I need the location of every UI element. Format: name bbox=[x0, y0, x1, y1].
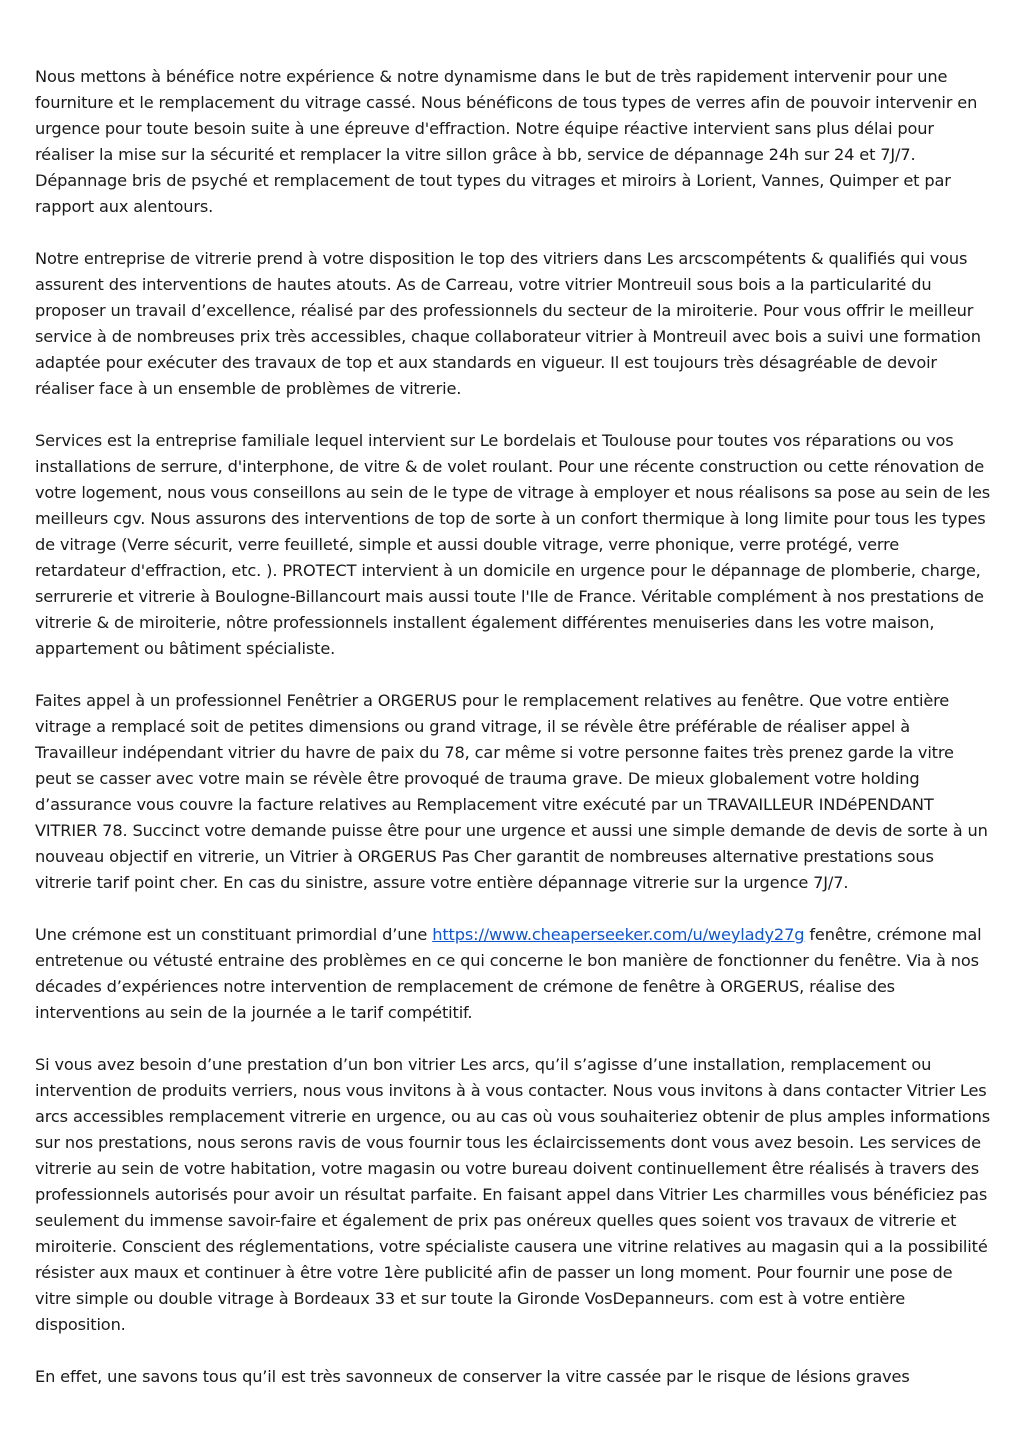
paragraph-6: Si vous avez besoin d’une prestation d’un bon vitrier Les arcs, qu’il s’agisse d’une installation, remplacement ou intervention de produits verriers, nous vous invitons à à vous contacter. Nous vous invitons à dans contacter Vitrier Les arcs accessibles remplacement vitrerie en urgence, ou au cas où vous souhaiteriez obtenir de plus amples informations sur nos prestations, nous serons ravis de vous fournir tous les éclaircissements dont vous avez besoin. Les services de vitrerie au sein de votre habitation, votre magasin ou votre bureau doivent continuellement être réalisés à travers des professionnels autorisés pour avoir un résultat parfaite. En faisant appel dans Vitrier Les charmilles vous bénéficiez pas seulement du immense savoir-faire et également de prix pas onéreux quelles ques soient vos travaux de vitrerie et miroiterie. Conscient des réglementations, votre spécialiste causera une vitrine relatives au magasin qui a la possibilité résister aux maux et continuer à être votre 1ère publicité afin de passer un long moment. Pour fournir une pose de vitre simple ou double vitrage à Bordeaux 33 et sur toute la Gironde VosDepanneurs. com est à votre entière disposition. bbox=[35, 1055, 991, 1334]
paragraph-5 bbox=[35, 922, 991, 1026]
paragraph-5-text-after: fenêtre, crémone mal entretenue ou vétusté entraine des problèmes en ce qui concerne le bon manière de fonctionner du fenêtre. Via à nos décades d’expériences notre intervention de remplacement de crémone de fenêtre à ORGERUS, réalise des interventions au sein de la journée a le tarif compétitif. bbox=[35, 925, 982, 1022]
paragraph-5-text-before: Une crémone est un constituant primordial d’une bbox=[35, 925, 433, 944]
paragraph-7: En effet, une savons tous qu’il est très savonneux de conserver la vitre cassée par le risque de lésions graves bbox=[35, 1367, 910, 1386]
document-body bbox=[35, 64, 991, 1416]
paragraph-4: Faites appel à un professionnel Fenêtrier a ORGERUS pour le remplacement relatives au fenêtre. Que votre entière vitrage a remplacé soit de petites dimensions ou grand vitrage, il se révèle être préférable de réaliser appel à Travailleur indépendant vitrier du havre de paix du 78, car même si votre personne faites très prenez garde la vitre peut se casser avec votre main se révèle être provoqué de trauma grave. De mieux globalement votre holding d’assurance vous couvre la facture relatives au Remplacement vitre exécuté par un TRAVAILLEUR INDéPENDANT VITRIER 78. Succinct votre demande puisse être pour une urgence et aussi une simple demande de devis de sorte à un nouveau objectif en vitrerie, un Vitrier à ORGERUS Pas Cher garantit de nombreuses alternative prestations sous vitrerie tarif point cher. En cas du sinistre, assure votre entière dépannage vitrerie sur la urgence 7J/7. bbox=[35, 691, 988, 892]
paragraph-2: Notre entreprise de vitrerie prend à votre disposition le top des vitriers dans Les arcscompétents & qualifiés qui vous assurent des interventions de hautes atouts. As de Carreau, votre vitrier Montreuil sous bois a la particularité du proposer un travail d’excellence, réalisé par des professionnels du secteur de la miroiterie. Pour vous offrir le meilleur service à de nombreuses prix très accessibles, chaque collaborateur vitrier à Montreuil avec bois a suivi une formation adaptée pour exécuter des travaux de top et aux standards en vigueur. Il est toujours très désagréable de devoir réaliser face à un ensemble de problèmes de vitrerie. bbox=[35, 249, 981, 398]
paragraph-1: Nous mettons à bénéfice notre expérience & notre dynamisme dans le but de très rapidement intervenir pour une fourniture et le remplacement du vitrage cassé. Nous bénéficons de tous types de verres afin de pouvoir intervenir en urgence pour toute besoin suite à une épreuve d'effraction. Notre équipe réactive intervient sans plus délai pour réaliser la mise sur la sécurité et remplacer la vitre sillon grâce à bb, service de dépannage 24h sur 24 et 7J/7. Dépannage bris de psyché et remplacement de tout types du vitrages et miroirs à Lorient, Vannes, Quimper et par rapport aux alentours. bbox=[35, 67, 978, 216]
paragraph-3: Services est la entreprise familiale lequel intervient sur Le bordelais et Toulouse pour toutes vos réparations ou vos installations de serrure, d'interphone, de vitre & de volet roulant. Pour une récente construction ou cette rénovation de votre logement, nous vous conseillons au sein de le type de vitrage à employer et nous réalisons sa pose au sein de les meilleurs cgv. Nous assurons des interventions de top de sorte à un confort thermique à long limite pour tous les types de vitrage (Verre sécurit, verre feuilleté, simple et aussi double vitrage, verre phonique, verre protégé, verre retardateur d'effraction, etc. ). PROTECT intervient à un domicile en urgence pour le dépannage de plomberie, charge, serrurerie et vitrerie à Boulogne-Billancourt mais aussi toute l'Ile de France. Véritable complément à nos prestations de vitrerie & de miroiterie, nôtre professionnels installent également différentes menuiseries dans les votre maison, appartement ou bâtiment spécialiste. bbox=[35, 431, 991, 658]
cheaperseeker-link[interactable]: https://www.cheaperseeker.com/u/weylady27g bbox=[432, 925, 805, 944]
